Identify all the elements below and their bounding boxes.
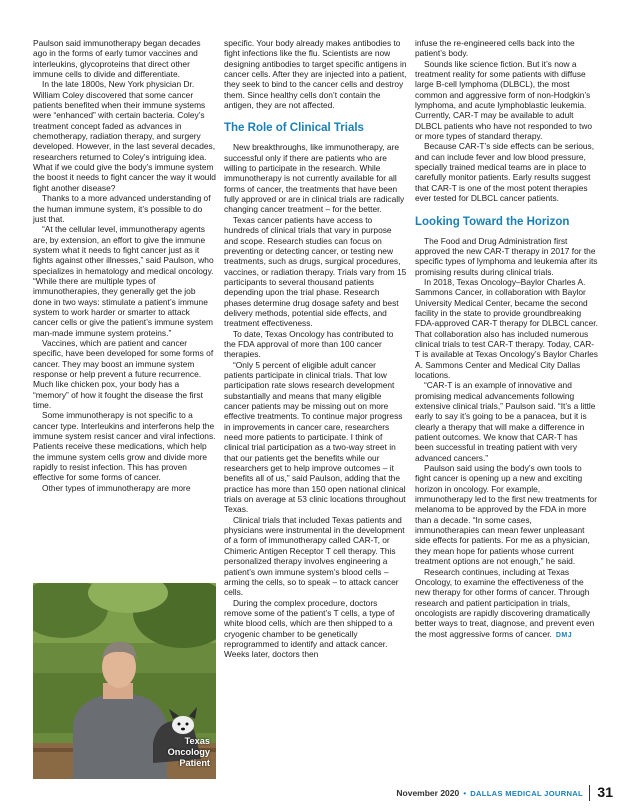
footer-divider xyxy=(589,785,590,801)
journal-name: DALLAS MEDICAL JOURNAL xyxy=(470,789,583,798)
section-heading: Looking Toward the Horizon xyxy=(415,215,570,228)
photo-caption-line: Patient xyxy=(179,758,210,768)
patient-photo xyxy=(33,583,216,779)
paragraph: In the late 1800s, New York physician Dr. William Coley discovered that some cancer patients benefited when their immune systems were “enhanced” with certain bacteria. Coley’s treatment concept faded as advances in chemotherapy, radiation therapy, and surgery developed. However, in the last several decades, researchers returned to Coley’s intriguing idea. What if we could give the body’s immune system the boost it needs to fight cancer the way it would fight another disease? xyxy=(33,79,216,193)
page-footer xyxy=(0,783,625,803)
paragraph: During the complex procedure, doctors remove some of the patient’s T cells, a type of white blood cells, which are then shipped to a cryogenic chamber to be genetically reprogrammed to identify and attack cancer. Weeks later, doctors then xyxy=(224,597,395,660)
article-column-1 xyxy=(33,38,216,493)
paragraph: Some immunotherapy is not specific to a cancer type. Interleukins and interferons help the immune system resist cancer and viral infections. Patients receive these medications, which help the immune system cells grow and divide more rapidly to resist infection. This has proven effective for some forms of cancer. xyxy=(33,410,216,483)
paragraph: infuse the re-engineered cells back into the patient’s body. xyxy=(415,38,575,59)
paragraph: To date, Texas Oncology has contributed to the FDA approval of more than 100 cancer therapies. xyxy=(224,328,394,360)
paragraph: “At the cellular level, immunotherapy agents are, by extension, an effort to give the immune system what it needs to fight cancer just as it fights against other illnesses,” said Paulson, who specializes in hematology and medical oncology. “While there are multiple types of immunotherapies, they generally get the job done in two ways: stimulate a patient’s immune system to work harder or smarter to attack cancer cells or give the patient’s immune system man-made immune system proteins.” xyxy=(33,224,214,338)
section-heading: The Role of Clinical Trials xyxy=(224,122,364,135)
paragraph: In 2018, Texas Oncology–Baylor Charles A. Sammons Cancer, in collaboration with Baylor University Medical Center, became the second facility in the state to provide groundbreaking FDA-approved CAR-T therapy for DLBCL cancer. That collaboration also has included numerous clinical trials to test CAR-T therapy. Today, CAR-T is available at Texas Oncology’s Baylor Charles A. Sammons Center and Medical City Dallas locations. xyxy=(415,276,598,380)
footer-separator: • xyxy=(463,788,467,798)
paragraph-text: Research continues, including at Texas Oncology, to examine the effectiveness of the new therapy for other forms of cancer. Through research and patient participation in trials, oncologists are rapidly discovering dramatically better ways to treat, diagnose, and prevent even the most aggressive forms of cancer. xyxy=(415,566,595,639)
photo-caption-line: Oncology xyxy=(167,747,210,757)
article-column-2 xyxy=(224,38,407,660)
paragraph: Clinical trials that included Texas patients and physicians were instrumental in the development of a form of immunotherapy called CAR-T, or Chimeric Antigen Receptor T cell therapy. This personalized therapy involves engineering a patient’s own immune system’s blood cells – arming the cells, so to speak – to attack cancer cells. xyxy=(224,514,405,598)
paragraph: “CAR-T is an example of innovative and promising medical advancements following extensive clinical trials,” Paulson said. “It’s a little early to say it’s going to be a panacea, but it is clearly a therapy that will make a difference in patient outcomes. We know that CAR-T has been successful in treating patient with very advanced cancers.” xyxy=(415,380,596,463)
paragraph: specific. Your body already makes antibodies to fight infections like the flu. Scientists are now designing antibodies to target specific antigens in cancer cells. After they are injected into a patient, they seek to bind to the cancer cells and destroy them. Since healthy cells don’t contain the antigen, they are not affected. xyxy=(224,38,407,111)
page-number: 31 xyxy=(597,784,613,800)
paragraph: Because CAR-T’s side effects can be serious, and can include fever and low blood pressure, specially trained medical teams are in place to carefully monitor patients. Early results suggest that CAR-T is one of the most potent therapies ever tested for DLBCL cancer patients. xyxy=(415,141,595,204)
paragraph: The Food and Drug Administration first approved the new CAR-T therapy in 2017 for the specific types of lymphoma and leukemia after its promising results during clinical trials. xyxy=(415,235,598,277)
paragraph: Vaccines, which are patient and cancer specific, have been developed for some forms of cancer. They may boost an immune system response or help prevent a future recurrence. Much like chicken pox, your body has a “memory” of how it fought the disease the first time. xyxy=(33,337,214,411)
issue-date: November 2020 xyxy=(396,788,460,798)
paragraph: Thanks to a more advanced understanding of the human immune system, it’s possible to do just that. xyxy=(33,193,211,224)
end-mark: DMJ xyxy=(555,631,573,639)
paragraph: New breakthroughs, like immunotherapy, are successful only if there are patients who are willing to participate in the research. While immunotherapy is not currently available for all forms of cancer, the treatments that have been fully approved or are in clinical trials are radically changing cancer treatment – for the better. xyxy=(224,142,405,215)
paragraph: “Only 5 percent of eligible adult cancer patients participate in clinical trials. That low participation rate slows research development substantially and means that many eligible cancer patients may be missing out on more effective treatments. To continue major progress in improvements in cancer care, researchers need more patients to participate. I think of clinical trial participation as a two-way street in that our patients get the benefits while our researchers get to help improve outcomes – it benefits all of us,” said Paulson, adding that the practice has more than 150 open national clinical trials on average at 53 clinic locations throughout Texas. xyxy=(224,359,406,515)
paragraph: Paulson said immunotherapy began decades ago in the forms of early tumor vaccines and interleukins, glycoproteins that direct other immune cells to divide and differentiate. xyxy=(33,38,201,80)
paragraph: Other types of immunotherapy are more xyxy=(42,482,191,493)
paragraph: Texas cancer patients have access to hundreds of clinical trials that vary in purpose and scope. Research studies can focus on preventing or detecting cancer, or testing new treatments, such as drugs, surgical procedures, vaccines, or radiation therapy. Trials vary from 15 participants to several thousand patients depending upon the trial phase. Research phases determine drug dosage safety and best delivery methods, potential side effects, and treatment effectiveness. xyxy=(224,214,407,329)
paragraph: Sounds like science fiction. But it’s now a treatment reality for some patients with diffuse large B-cell lymphoma (DLBCL), the most common and aggressive form of non-Hodgkin’s lymphoma, and acute lymphoblastic leukemia. Currently, CAR-T may be available to adult DLBCL patients who have not responded to two or more types of standard therapy. xyxy=(415,58,593,142)
photo-caption xyxy=(168,736,210,769)
photo-caption-line: Texas xyxy=(184,736,210,746)
article-column-3 xyxy=(415,38,598,641)
paragraph: Paulson said using the body’s own tools to fight cancer is opening up a new and exciting horizon in oncology. For example, immunotherapy led to the first new treatments for melanoma to be approved by the FDA in more than a decade. “In some cases, immunotherapies can mean fewer unpleasant side effects for patients. For me as a physician, they mean hope for patients whose current treatment options are not enough,” he said. xyxy=(415,463,598,567)
footer-text xyxy=(396,788,583,798)
paragraph-last xyxy=(415,567,598,641)
